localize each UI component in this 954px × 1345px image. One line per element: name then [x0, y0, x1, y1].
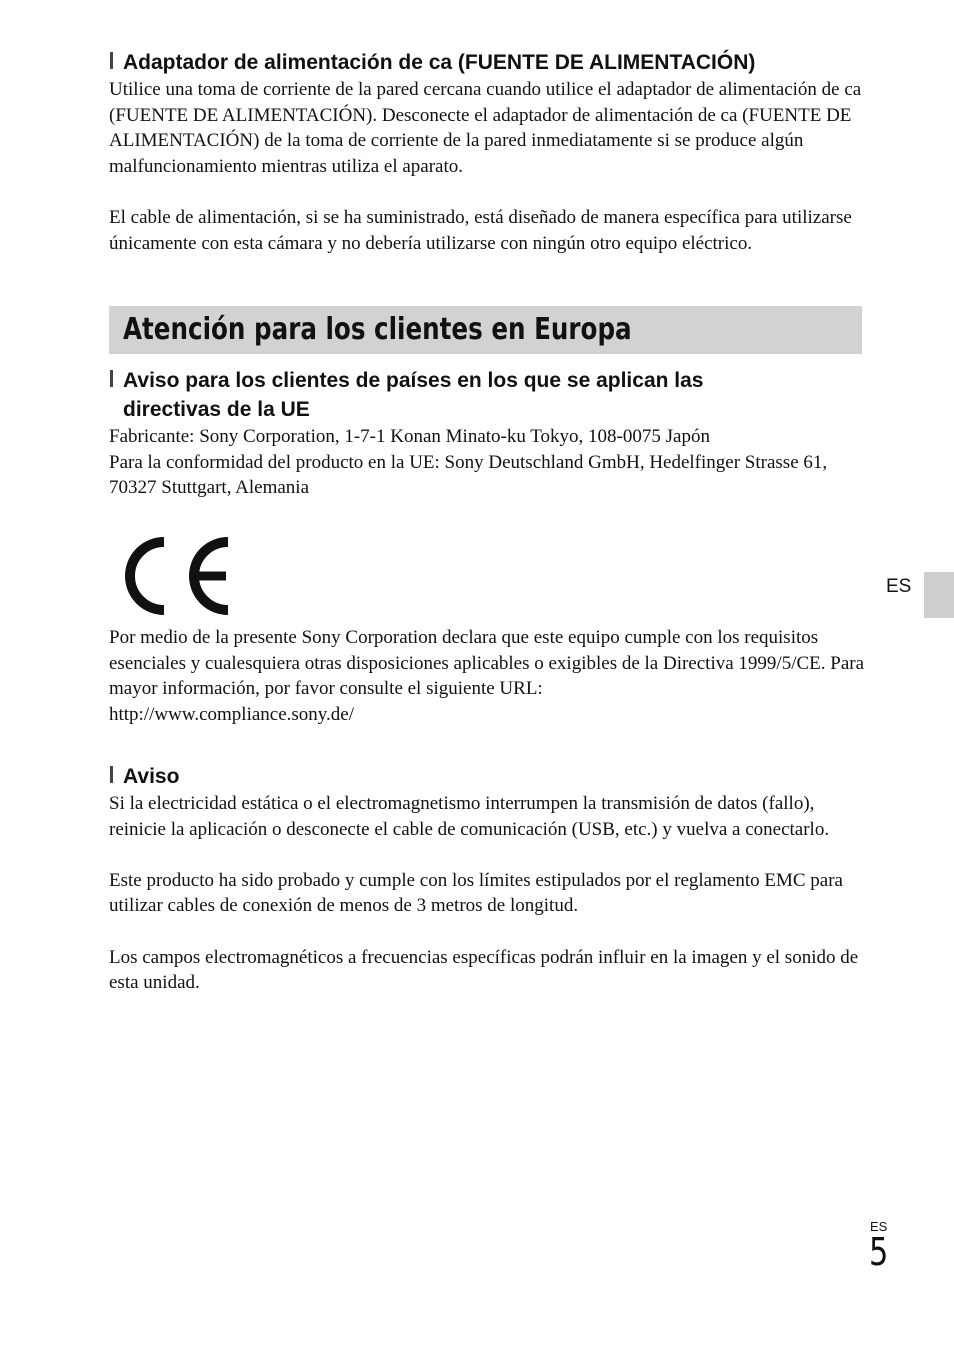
- paragraph: Si la electricidad estática o el electromagnetismo interrumpen la transmisión de datos (fallo), reinicie la aplicación o desconecte el cable de comunicación (USB, etc.) y vuelva a conectarlo.: [109, 793, 830, 840]
- section-band: [109, 306, 862, 354]
- side-tab: [924, 572, 954, 618]
- paragraph: Los campos electromagnéticos a frecuencias específicas podrán influir en la imagen y el sonido de esta unidad.: [109, 946, 859, 994]
- side-tab-label: ES: [886, 576, 912, 597]
- manufacturer-text: Fabricante: Sony Corporation, 1-7-1 Konan Minato-ku Tokyo, 108-0075 Japón: [109, 426, 710, 447]
- compliance-url[interactable]: http://www.compliance.sony.de/: [109, 703, 355, 725]
- paragraph: El cable de alimentación, si se ha suministrado, está diseñado de manera específica para utilizarse únicamente con esta cámara y no debería utilizarse con ningún otro equipo eléctrico.: [109, 206, 852, 254]
- section-heading: Aviso para los clientes de países en los que se aplican las directivas de la UE: [109, 366, 869, 424]
- section-heading: Aviso: [109, 762, 869, 791]
- heading-marker: [110, 766, 113, 783]
- section-eu-notice: [109, 366, 869, 501]
- heading-marker: [110, 52, 113, 69]
- declaration-block: [109, 625, 869, 727]
- band-title: Atención para los clientes en Europa: [123, 312, 632, 347]
- section-notice: [109, 762, 869, 996]
- paragraph: Este producto ha sido probado y cumple con los límites estipulados por el reglamento EMC para utilizar cables de conexión de menos de 3 metros de longitud.: [109, 869, 843, 917]
- page-number: 5: [869, 1230, 889, 1274]
- page-language: ES: [870, 1219, 888, 1234]
- section-heading: Adaptador de alimentación de ca (FUENTE DE ALIMENTACIÓN): [109, 48, 869, 77]
- paragraph: Utilice una toma de corriente de la pared cercana cuando utilice el adaptador de alimentación de ca (FUENTE DE ALIMENTACIÓN). Desconecte el adaptador de alimentación de ca (FUENTE DE ALIMENTACIÓN) de la toma de corriente de la pared inmediatamente si se produce algún malfuncionamiento mientras utiliza el aparato.: [109, 79, 862, 177]
- conformity-text: Para la conformidad del producto en la UE: Sony Deutschland GmbH, Hedelfinger Strasse 61, 70327 Stuttgart, Alemania: [109, 451, 828, 499]
- ce-mark-icon: [116, 532, 234, 620]
- section-power-adapter: [109, 48, 869, 256]
- declaration-text: Por medio de la presente Sony Corporation declara que este equipo cumple con los requisitos esenciales y cualesquiera otras disposiciones aplicables o exigibles de la Directiva 1999/5/CE. Para mayor información, por favor consulte el siguiente URL:: [109, 627, 865, 700]
- heading-marker: [110, 370, 113, 387]
